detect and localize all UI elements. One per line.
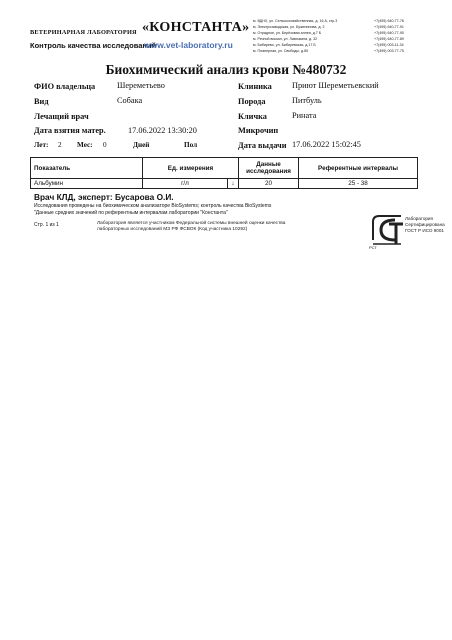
cert-badge-line: Лаборатория [405,216,433,221]
table-header-row [31,158,418,179]
doctor-label: Лечащий врач [34,112,89,121]
fsvok-note-line: Лаборатория является участником Федеральной системы внешней оценки качества [97,221,286,226]
contact-phone: +7(495) 640-77-76 [374,19,404,23]
row-indicator-name: Альбумин [31,179,143,189]
contact-phone: +7(495) 003-77-75 [374,49,404,53]
cert-badge-line: ГОСТ Р ИСО 9001 [405,228,444,233]
sex-label: Пол [184,141,198,149]
years-label: Лет: [34,141,49,149]
column-header-reference: Референтные интервалы [299,158,418,179]
months-label: Мес: [77,141,93,149]
contact-phone: +7(495) 003-11-34 [374,43,404,47]
contact-address: м. Бибирево, ул. Бибиревская, д.17 Б [253,43,316,47]
contact-address: м. Электрозаводская, ул. Бужениновa, д. 2 [253,25,325,29]
analyzer-note: Исследования проведены на биохимическом анализаторе BioSystems; контроль качества BioSystems [34,203,272,209]
sample-date-label: Дата взятия матер. [34,126,106,135]
species-label: Вид [34,97,49,106]
breed-label: Порода [238,97,266,106]
page-number: Стр. 1 из 1 [34,222,59,228]
column-header-indicator: Показатель [31,158,143,179]
nickname-label: Кличка [238,112,267,121]
contact-phone: +7(495) 640-77-89 [374,37,404,41]
issue-date-value: 17.06.2022 15:02:45 [292,140,361,149]
report-title: Биохимический анализ крови №480732 [105,62,347,77]
issue-date-label: Дата выдачи [238,141,287,150]
row-unit: г/л [143,179,228,189]
rst-mark-label: РСТ [369,245,377,250]
lab-website-link[interactable]: www.vet-laboratory.ru [144,40,233,50]
below-range-arrow-icon: ↓ [228,179,239,189]
microchip-label: Микрочип [238,126,279,135]
contact-address: м. Планерная, ул. Свободы, д.85 [253,49,309,53]
doctor-signature-line: Врач КЛД, эксперт: Бусарова О.И. [34,192,174,202]
owner-value: Шереметьево [117,81,165,90]
lab-brand: «КОНСТАНТА» [142,20,250,35]
months-value: 0 [103,141,107,149]
lab-name: ВЕТЕРИНАРНАЯ ЛАБОРАТОРИЯ [30,29,137,36]
contact-phone: +7(495) 640-77-90 [374,31,404,35]
clinic-label: Клиника [238,82,272,91]
reference-note: "Данные средних значений по референтным интервалам лаборатории "Константа" [34,210,228,216]
breed-value: Питбуль [292,96,322,105]
fsvok-note-line: лабораторных исследований МЗ РФ ФСВОК (Код участника 10292) [97,227,248,232]
row-result-value: 20 [239,179,299,189]
column-header-unit: Ед. измерения [143,158,239,179]
nickname-value: Рината [292,111,317,120]
sample-date-value: 17.06.2022 13:30:20 [128,126,197,135]
species-value: Собака [117,96,143,105]
cert-badge-line: Сертифицирована [405,222,445,227]
lab-tagline: Контроль качества исследований [30,41,157,50]
rst-certification-logo-icon [367,210,407,250]
column-header-data: Данные исследования [239,158,299,179]
contact-address: м. Речной вокзал, ул. Лавочкина, д. 32 [253,37,318,41]
clinic-value: Приют Шереметьевский [292,81,379,90]
years-value: 2 [58,141,62,149]
table-row [31,179,418,189]
days-label: Дней [133,141,150,149]
contact-address: м. Отрадное, ул. Берёзовая аллея, д.7 Б [253,31,322,35]
results-table [30,157,418,189]
owner-label: ФИО владельца [34,82,96,91]
contact-phone: +7(495) 640-77-91 [374,25,404,29]
contact-address: м. ВДНХ, ул. Сельскохозяйственная, д. 16 А, стр.3 [253,19,338,23]
row-reference-range: 25 - 38 [299,179,418,189]
